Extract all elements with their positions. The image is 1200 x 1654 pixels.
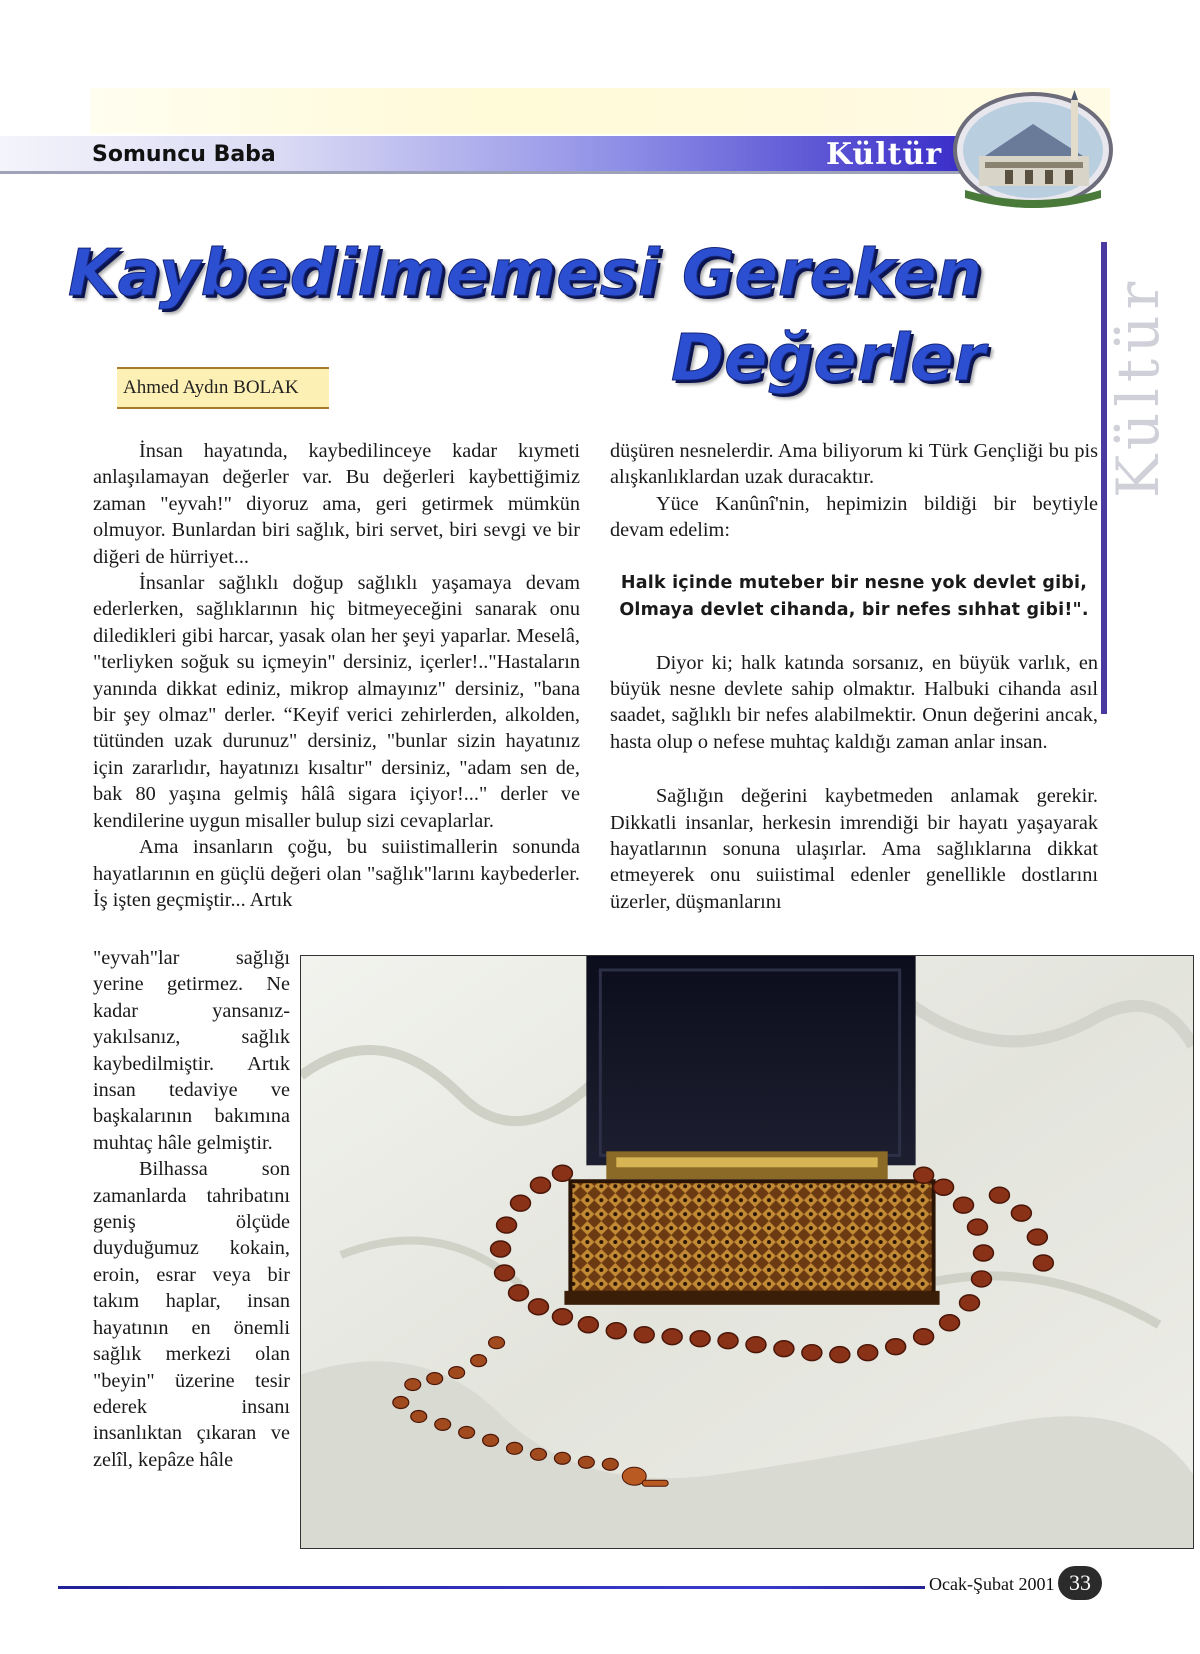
quran-box-prayer-beads-photo bbox=[300, 955, 1194, 1549]
side-section-label: Kültür bbox=[1104, 275, 1172, 499]
paragraph: İnsanlar sağlıklı doğup sağlıklı yaşamaya devam ederlerken, sağlıklarının hiç bitmeyeceğini sanarak onu diledikleri gibi harcar, yasak olan her şeyi yaparlar. Meselâ, "terliyken soğuk su içmeyin" dersiniz, içerler!.."Hastaların yanında dikkat ediniz, mikrop almayınız" dersiniz, "bana bir şey olmaz" derler. “Keyif verici zehirlerden, alkolden, tütünden uzak durunuz" dersiniz, "bunlar sizin hayatınız için zararlıdır, hayatınızı kısaltır" dersiniz, "adam sen de, bak 80 yaşına gelmiş hâlâ sigara içiyor!..." derler ve kendilerine uygun misaller bulup sizi cevaplarlar. bbox=[93, 572, 580, 832]
paragraph: Yüce Kanûnî'nin, hepimizin bildiği bir beytiyle devam edelim: bbox=[610, 492, 1098, 542]
paragraph: Bilhassa son zamanlarda tahribatını geniş ölçüde duyduğumuz kokain, eroin, esrar veya bir takım haplar, insan hayatının en önemli sağlık merkezi olan "beyin" üzerine tesir ederek insanı insanlıktan çıkaran ve zelîl, kepâze hâle bbox=[93, 1158, 290, 1471]
verse-line: Olmaya devlet cihanda, bir nefes sıhhat gibi!". bbox=[619, 599, 1089, 620]
issue-date: Ocak-Şubat 2001 bbox=[925, 1574, 1058, 1595]
narrow-column bbox=[93, 945, 290, 1473]
footer-rule bbox=[58, 1586, 1054, 1589]
section-tag: Kültür bbox=[826, 137, 943, 172]
paragraph: Sağlığın değerini kaybetmeden anlamak gerekir. Dikkatli insanlar, herkesin imrendiği bir hayatı yaşayarak hayatlarının sonuna ulaşırlar. Ama sağlıklarına dikkat etmeyerek onu suiistimal edenler genellikle dostlarını üzerler, düşmanlarını bbox=[610, 785, 1098, 913]
page-number: 33 bbox=[1058, 1566, 1102, 1600]
mosque-badge-icon bbox=[945, 86, 1115, 216]
paragraph: Diyor ki; halk katında sorsanız, en büyük varlık, en büyük nesne devlete sahip olmaktır. Halbuki cihanda asıl saadet, sağlıklı bir nefes alabilmektir. Onun değerini ancak, hasta olup o nefese muhtaç kaldığı zaman anlar insan. bbox=[610, 651, 1098, 753]
paragraph: İnsan hayatında, kaybedilinceye kadar kıymeti anlaşılamayan değerler var. Bu değerleri kaybettiğimiz zaman "eyvah!" diyoruz ama, geri getirmek mümkün olmuyor. Bunlardan biri sağlık, biri servet, biri sevgi ve bir diğeri de hürriyet... bbox=[93, 440, 580, 568]
paragraph: Ama insanların çoğu, bu suiistimallerin sonunda hayatlarının en güçlü değeri olan "sağlık"larını kaybederler. İş işten geçmiştir... Artık bbox=[93, 836, 580, 911]
paragraph: "eyvah"lar sağlığı yerine getirmez. Ne kadar yansanız-yakılsanız, sağlık kaybedilmiştir. Artık insan tedaviye ve başkalarının bakımına muhtaç hâle gelmiştir. bbox=[93, 947, 290, 1154]
magazine-name: Somuncu Baba bbox=[92, 142, 276, 167]
article-title-line-1: Kaybedilmemesi Gereken bbox=[68, 237, 983, 311]
right-column bbox=[610, 438, 1098, 915]
article-title-line-2: Değerler bbox=[671, 322, 986, 396]
paragraph: düşüren nesnelerdir. Ama biliyorum ki Türk Gençliği bu pis alışkanlıklardan uzak duracaktır. bbox=[610, 440, 1098, 489]
verse-quote bbox=[610, 570, 1098, 624]
author-byline: Ahmed Aydın BOLAK bbox=[117, 367, 329, 409]
left-column bbox=[93, 438, 580, 913]
verse-line: Halk içinde muteber bir nesne yok devlet gibi, bbox=[620, 572, 1088, 593]
